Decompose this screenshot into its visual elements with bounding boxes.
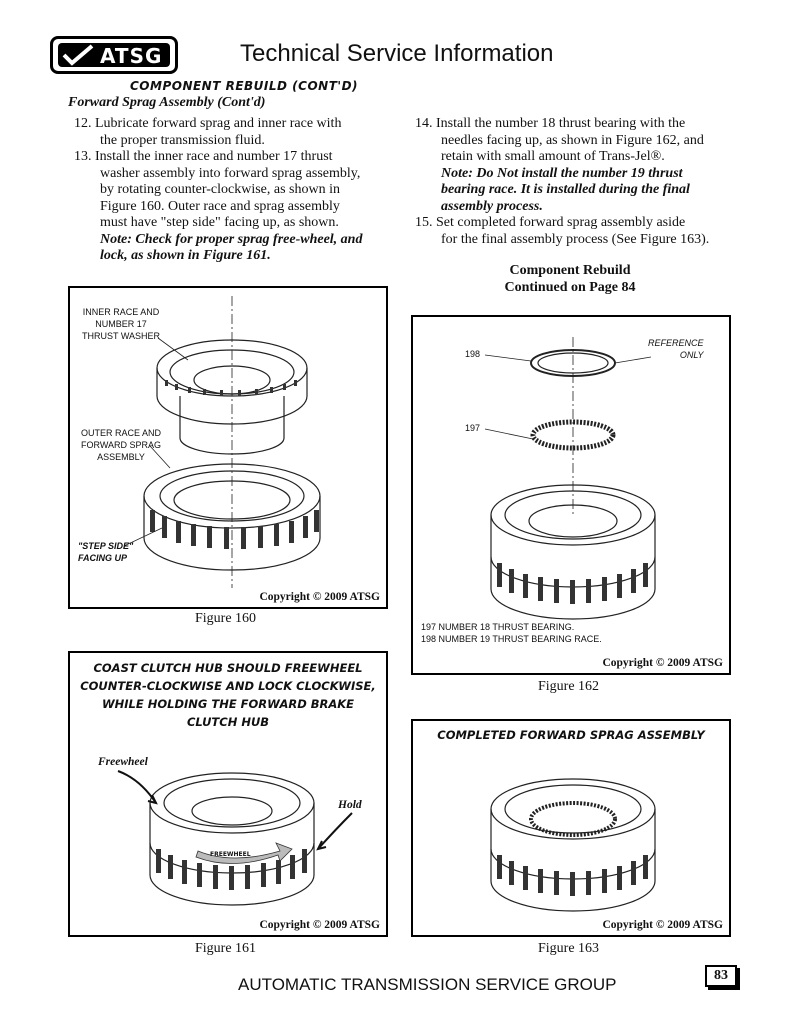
fig163-copyright: Copyright © 2009 ATSG: [602, 919, 723, 931]
page-number: 83: [705, 965, 737, 987]
fig161-banner-line-3: WHILE HOLDING THE FORWARD BRAKE: [101, 697, 355, 711]
label-inner-race-line-2: NUMBER 17: [95, 319, 147, 329]
label-step-side: [78, 540, 133, 564]
figure-163-illustration: [413, 721, 729, 935]
label-inner-race-line-1: INNER RACE AND: [82, 307, 160, 317]
label-step-side-line-2: FACING UP: [78, 553, 128, 563]
fig161-banner-line-4: CLUTCH HUB: [186, 715, 270, 729]
step-14-note-1: Note: Do Not install the number 19 thrust: [441, 165, 683, 181]
continued-line-2: Continued on Page 84: [504, 280, 636, 295]
step-12-line-2: the proper transmission fluid.: [100, 132, 265, 148]
freewheel-arrow-label: FREEWHEEL: [210, 851, 251, 858]
figure-161-illustration: [70, 653, 386, 935]
label-outer-race: [78, 427, 164, 463]
figure-163-caption: Figure 163: [538, 941, 600, 956]
step-13-line-1: 13. Install the inner race and number 17 thrust: [74, 149, 333, 164]
step-13-line-5: must have "step side" facing up, as shown.: [100, 215, 339, 230]
fig160-copyright: Copyright © 2009 ATSG: [259, 591, 380, 603]
step-14-note-2: bearing race. It is installed during the final: [441, 182, 690, 197]
figure-163-frame: [411, 719, 731, 937]
step-13-line-3: by rotating counter-clockwise, as shown in: [100, 182, 340, 197]
figure-161-caption: Figure 161: [195, 941, 257, 956]
label-reference-line-2: ONLY: [679, 350, 704, 360]
figure-162-caption: Figure 162: [538, 679, 600, 694]
figure-161-frame: [68, 651, 388, 937]
label-hold: Hold: [338, 799, 362, 811]
step-12-line-1: 12. Lubricate forward sprag and inner race with: [74, 116, 342, 131]
step-13-note-2: lock, as shown in Figure 161.: [100, 248, 271, 263]
step-14-line-1: 14. Install the number 18 thrust bearing with the: [415, 116, 686, 131]
checkmark-icon: [58, 43, 98, 67]
label-reference-line-1: REFERENCE: [648, 338, 704, 348]
step-14-line-3: retain with small amount of Trans-Jel®.: [441, 149, 665, 164]
step-15-line-2: for the final assembly process (See Figure 163).: [441, 231, 710, 247]
fig162-copyright: Copyright © 2009 ATSG: [602, 657, 723, 669]
label-198: 198: [465, 349, 481, 359]
figure-162-illustration: [413, 317, 729, 673]
label-outer-race-line-3: ASSEMBLY: [97, 452, 145, 462]
fig161-banner-line-2: COUNTER-CLOCKWISE AND LOCK CLOCKWISE,: [80, 679, 376, 693]
step-13-note-1: Note: Check for proper sprag free-wheel, and: [100, 231, 363, 247]
step-14-note-3: assembly process.: [441, 198, 543, 214]
figure-160-frame: [68, 286, 388, 609]
label-outer-race-line-1: OUTER RACE AND: [80, 428, 161, 438]
figure-160-caption: Figure 160: [195, 611, 257, 626]
fig161-banner-line-1: COAST CLUTCH HUB SHOULD FREEWHEEL: [93, 661, 363, 675]
continued-line-1: Component Rebuild: [509, 263, 631, 278]
section-title: COMPONENT REBUILD (CONT'D): [130, 79, 359, 93]
fig162-legend: [421, 621, 602, 645]
label-inner-race: [78, 306, 164, 342]
page-title: Technical Service Information: [240, 40, 554, 67]
text-column-right: [415, 116, 735, 248]
legend-198: 198 NUMBER 19 THRUST BEARING RACE.: [421, 634, 602, 644]
step-13-line-4: Figure 160. Outer race and sprag assembly: [100, 198, 340, 214]
label-freewheel: Freewheel: [98, 756, 148, 768]
label-reference-only: [648, 337, 704, 361]
label-197: 197: [465, 423, 481, 433]
fig161-copyright: Copyright © 2009 ATSG: [259, 919, 380, 931]
label-outer-race-line-2: FORWARD SPRAG: [80, 440, 161, 450]
continued-note: [470, 262, 670, 296]
step-14-line-2: needles facing up, as shown in Figure 162, and: [441, 132, 704, 148]
subsection-title: Forward Sprag Assembly (Cont'd): [68, 95, 266, 110]
fig163-banner: COMPLETED FORWARD SPRAG ASSEMBLY: [437, 728, 705, 742]
step-15-line-1: 15. Set completed forward sprag assembly aside: [415, 215, 686, 230]
label-inner-race-line-3: THRUST WASHER: [81, 331, 160, 341]
text-column-left: [74, 116, 384, 265]
footer-text: AUTOMATIC TRANSMISSION SERVICE GROUP: [238, 975, 617, 994]
legend-197: 197 NUMBER 18 THRUST BEARING.: [421, 622, 575, 632]
label-step-side-line-1: "STEP SIDE": [78, 541, 134, 551]
atsg-logo: [50, 36, 178, 74]
logo-text: ATSG: [100, 44, 163, 68]
figure-162-frame: [411, 315, 731, 675]
step-13-line-2: washer assembly into forward sprag assembly,: [100, 165, 361, 181]
